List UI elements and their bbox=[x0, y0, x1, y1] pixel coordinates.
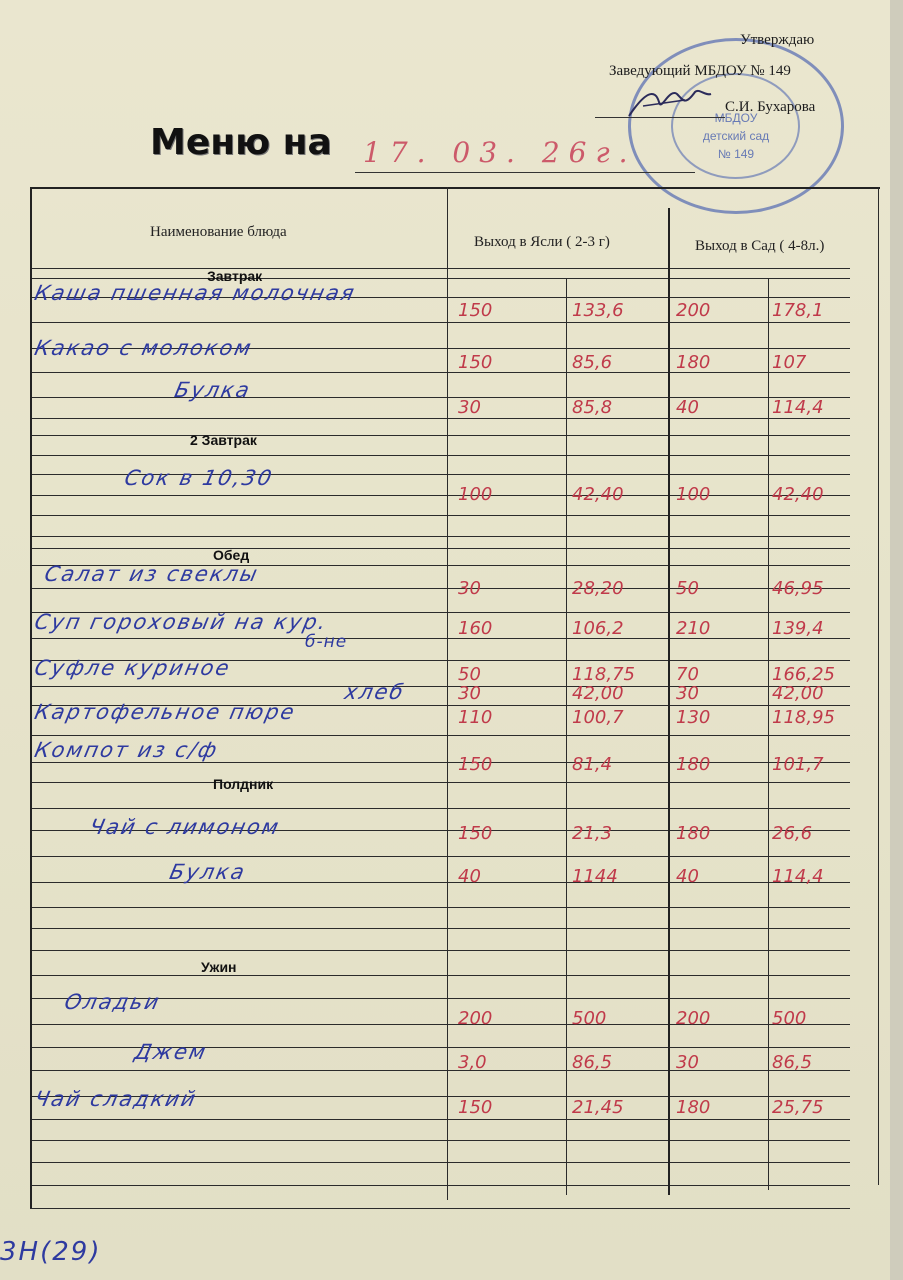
stamp-text-line1: детский сад bbox=[702, 129, 770, 143]
cell-n-cost: 28,20 bbox=[572, 578, 624, 599]
cell-g-yield: 200 bbox=[676, 300, 711, 321]
approval-line3: С.И. Бухарова bbox=[725, 99, 816, 115]
cell-n-cost: 1144 bbox=[572, 866, 618, 887]
cell-n-yield: 150 bbox=[458, 352, 493, 373]
table-row-line bbox=[30, 278, 850, 279]
table-row-line bbox=[30, 418, 850, 419]
cell-n-cost: 21,3 bbox=[572, 823, 613, 844]
cell-n-yield: 150 bbox=[458, 754, 493, 775]
corner-note: 3Н(29) bbox=[0, 1237, 102, 1267]
dish-name: Чай с лимоном bbox=[87, 815, 283, 839]
dish-name: Чай сладкий bbox=[32, 1087, 200, 1111]
cell-n-yield: 40 bbox=[458, 866, 481, 887]
table-column-line bbox=[878, 187, 879, 1185]
table-row-line bbox=[30, 372, 850, 373]
cell-g-cost: 139,4 bbox=[772, 618, 824, 639]
cell-g-cost: 101,7 bbox=[772, 754, 824, 775]
table-row-line bbox=[30, 907, 850, 908]
table-row-line bbox=[30, 455, 850, 456]
dish-name: Картофельное пюре bbox=[32, 700, 299, 724]
stamp-text-middle: МБДОУ bbox=[714, 111, 758, 125]
dish-name: Оладьи bbox=[62, 990, 163, 1014]
dish-name: Компот из с/ф bbox=[32, 738, 221, 762]
cell-g-yield: 100 bbox=[676, 484, 711, 505]
cell-n-yield: 150 bbox=[458, 1097, 493, 1118]
dish-name: Какао с молоком bbox=[32, 336, 255, 360]
dish-name: Каша пшенная молочная bbox=[32, 281, 359, 305]
dish-name: хлеб bbox=[342, 680, 408, 704]
menu-date: 17. 03. 26г. bbox=[363, 136, 637, 169]
table-row-line bbox=[30, 1024, 850, 1025]
cell-g-cost: 86,5 bbox=[772, 1052, 813, 1073]
table-row-line bbox=[30, 638, 850, 639]
header-garden: Выход в Сад ( 4-8л.) bbox=[695, 238, 825, 254]
cell-n-yield: 30 bbox=[458, 683, 481, 704]
dish-name: Булка bbox=[172, 378, 254, 402]
table-row-line bbox=[30, 268, 850, 269]
table-row-line bbox=[30, 1208, 850, 1209]
cell-n-cost: 85,8 bbox=[572, 397, 613, 418]
table-column-line bbox=[566, 278, 567, 1195]
cell-n-yield: 150 bbox=[458, 823, 493, 844]
table-column-line bbox=[447, 187, 448, 1200]
cell-n-cost: 100,7 bbox=[572, 707, 624, 728]
cell-n-cost: 42,40 bbox=[572, 484, 624, 505]
cell-g-cost: 25,75 bbox=[772, 1097, 824, 1118]
cell-g-yield: 40 bbox=[676, 397, 699, 418]
table-row-line bbox=[30, 686, 850, 687]
cell-g-cost: 114,4 bbox=[772, 866, 824, 887]
section-breakfast: Завтрак bbox=[207, 268, 263, 284]
cell-n-yield: 50 bbox=[458, 664, 481, 685]
cell-n-cost: 85,6 bbox=[572, 352, 613, 373]
approval-line2: Заведующий МБДОУ № 149 bbox=[609, 63, 791, 79]
table-column-line bbox=[668, 208, 670, 1195]
table-row-line bbox=[30, 548, 850, 549]
table-row-line bbox=[30, 1119, 850, 1120]
table-row-line bbox=[30, 928, 850, 929]
cell-g-cost: 500 bbox=[772, 1008, 807, 1029]
cell-g-cost: 42,00 bbox=[772, 683, 824, 704]
table-row-line bbox=[30, 1185, 850, 1186]
cell-g-yield: 200 bbox=[676, 1008, 711, 1029]
cell-n-cost: 106,2 bbox=[572, 618, 624, 639]
dish-name: Салат из свеклы bbox=[42, 562, 262, 586]
cell-n-yield: 3,0 bbox=[458, 1052, 487, 1073]
cell-g-yield: 50 bbox=[676, 578, 699, 599]
cell-g-cost: 166,25 bbox=[772, 664, 835, 685]
date-underline bbox=[355, 172, 695, 173]
cell-n-cost: 21,45 bbox=[572, 1097, 624, 1118]
background-edge bbox=[890, 0, 903, 1280]
cell-n-cost: 500 bbox=[572, 1008, 607, 1029]
table-row-line bbox=[30, 1070, 850, 1071]
page-title: Меню на bbox=[150, 122, 332, 163]
cell-g-cost: 42,40 bbox=[772, 484, 824, 505]
table-row-line bbox=[30, 856, 850, 857]
cell-g-cost: 46,95 bbox=[772, 578, 824, 599]
table-column-line bbox=[30, 187, 32, 1208]
dish-name: Сок в 10,30 bbox=[122, 466, 276, 490]
table-row-line bbox=[30, 515, 850, 516]
dish-name: Булка bbox=[167, 860, 249, 884]
table-row-line bbox=[30, 435, 850, 436]
cell-g-cost: 178,1 bbox=[772, 300, 824, 321]
cell-g-cost: 118,95 bbox=[772, 707, 835, 728]
cell-g-yield: 30 bbox=[676, 683, 699, 704]
header-nursery: Выход в Ясли ( 2-3 г) bbox=[474, 234, 610, 250]
cell-g-yield: 180 bbox=[676, 823, 711, 844]
table-row-line bbox=[30, 950, 850, 951]
cell-g-yield: 180 bbox=[676, 1097, 711, 1118]
cell-n-yield: 110 bbox=[458, 707, 493, 728]
table-row-line bbox=[30, 1162, 850, 1163]
dish-name-continuation: б-не bbox=[305, 632, 348, 652]
cell-g-yield: 30 bbox=[676, 1052, 699, 1073]
cell-g-yield: 180 bbox=[676, 754, 711, 775]
cell-n-yield: 200 bbox=[458, 1008, 493, 1029]
cell-g-yield: 130 bbox=[676, 707, 711, 728]
table-row-line bbox=[30, 882, 850, 883]
table-row-line bbox=[30, 808, 850, 809]
section-breakfast2: 2 Завтрак bbox=[190, 432, 257, 448]
cell-n-cost: 133,6 bbox=[572, 300, 624, 321]
signature-icon bbox=[625, 82, 715, 122]
section-snack: Полдник bbox=[213, 776, 274, 792]
cell-g-yield: 210 bbox=[676, 618, 711, 639]
cell-g-yield: 180 bbox=[676, 352, 711, 373]
cell-g-cost: 107 bbox=[772, 352, 807, 373]
cell-g-cost: 114,4 bbox=[772, 397, 824, 418]
table-row-line bbox=[30, 588, 850, 589]
cell-n-yield: 150 bbox=[458, 300, 493, 321]
table-row-line bbox=[30, 322, 850, 323]
stamp-text-line2: № 149 bbox=[717, 147, 755, 161]
dish-name: Суп гороховый на кур. bbox=[32, 610, 331, 634]
cell-g-cost: 26,6 bbox=[772, 823, 813, 844]
header-dish: Наименование блюда bbox=[150, 224, 287, 240]
cell-g-yield: 70 bbox=[676, 664, 699, 685]
dish-name: Джем bbox=[132, 1040, 210, 1064]
approval-line1: Утверждаю bbox=[740, 32, 815, 48]
table-row-line bbox=[30, 762, 850, 763]
cell-n-cost: 81,4 bbox=[572, 754, 613, 775]
cell-n-yield: 100 bbox=[458, 484, 493, 505]
cell-n-yield: 30 bbox=[458, 578, 481, 599]
dish-name: Суфле куриное bbox=[32, 656, 234, 680]
table-row-line bbox=[30, 782, 850, 783]
cell-n-cost: 118,75 bbox=[572, 664, 635, 685]
table-row-line bbox=[30, 536, 850, 537]
cell-n-cost: 86,5 bbox=[572, 1052, 613, 1073]
table-row-line bbox=[30, 495, 850, 496]
table-column-line bbox=[768, 278, 769, 1190]
section-dinner: Ужин bbox=[201, 959, 237, 975]
table-row-line bbox=[30, 1140, 850, 1141]
cell-n-yield: 30 bbox=[458, 397, 481, 418]
cell-g-yield: 40 bbox=[676, 866, 699, 887]
table-row-line bbox=[30, 975, 850, 976]
table-row-line bbox=[30, 735, 850, 736]
cell-n-cost: 42,00 bbox=[572, 683, 624, 704]
table-row-line bbox=[30, 397, 850, 398]
cell-n-yield: 160 bbox=[458, 618, 493, 639]
section-lunch: Обед bbox=[213, 547, 250, 563]
table-row-line bbox=[30, 187, 880, 189]
